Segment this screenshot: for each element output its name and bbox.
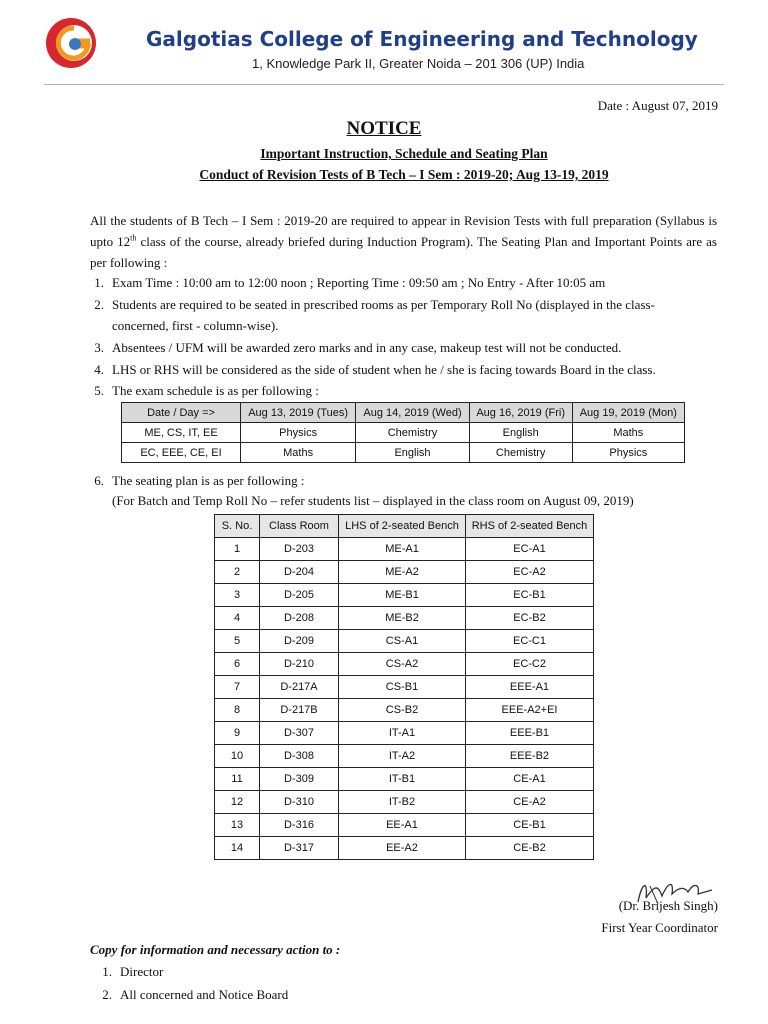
point-1: 1. Exam Time : 10:00 am to 12:00 noon ; Reporting Time : 09:50 am ; No Entry - After 10:05 am xyxy=(94,275,606,290)
table-cell: CS-B2 xyxy=(339,699,466,722)
table-cell: EC-A2 xyxy=(466,561,594,584)
intro-paragraph: All the students of B Tech – I Sem : 2019-20 are required to appear in Revision Tests with full preparation (Syllabus is upto 12th class of the course, already briefed during Induction Program). The Seating Plan and Important Points are as per following : xyxy=(90,213,717,270)
table-cell: 2 xyxy=(215,561,260,584)
table-cell: 7 xyxy=(215,676,260,699)
table-cell: 1 xyxy=(215,538,260,561)
table-cell: 3 xyxy=(215,584,260,607)
table-row xyxy=(215,538,594,561)
table-cell: ME-A1 xyxy=(339,538,466,561)
table-row xyxy=(215,791,594,814)
table-row xyxy=(122,443,685,463)
table-header-cell: Aug 19, 2019 (Mon) xyxy=(572,403,684,423)
table-cell: CE-A1 xyxy=(466,768,594,791)
table-cell: 6 xyxy=(215,653,260,676)
table-row xyxy=(215,814,594,837)
table-cell: EC-B1 xyxy=(466,584,594,607)
table-row xyxy=(215,768,594,791)
table-header-cell: S. No. xyxy=(215,515,260,538)
table-cell: 4 xyxy=(215,607,260,630)
table-cell: EC, EEE, CE, EI xyxy=(122,443,241,463)
signatory-designation: First Year Coordinator xyxy=(601,920,718,935)
table-cell: D-204 xyxy=(260,561,339,584)
college-address: 1, Knowledge Park II, Greater Noida – 201 306 (UP) India xyxy=(252,56,585,71)
table-cell: D-205 xyxy=(260,584,339,607)
exam-schedule-header-row xyxy=(122,403,685,423)
table-header-cell: Aug 16, 2019 (Fri) xyxy=(469,403,572,423)
table-cell: EE-A2 xyxy=(339,837,466,860)
table-cell: EC-B2 xyxy=(466,607,594,630)
seating-plan-header-row xyxy=(215,515,594,538)
seating-plan-table xyxy=(214,514,594,860)
table-cell: 5 xyxy=(215,630,260,653)
notice-date: Date : August 07, 2019 xyxy=(597,98,718,113)
table-header-cell: Aug 13, 2019 (Tues) xyxy=(241,403,356,423)
table-cell: ME-B2 xyxy=(339,607,466,630)
point-4: 4. LHS or RHS will be considered as the side of student when he / she is facing towards Board in the class. xyxy=(94,362,656,377)
notice-subtitle: Important Instruction, Schedule and Seating Plan xyxy=(260,146,548,161)
point-5: 5. The exam schedule is as per following : xyxy=(94,383,319,398)
header-divider xyxy=(44,84,724,85)
table-cell: CS-A1 xyxy=(339,630,466,653)
table-cell: D-317 xyxy=(260,837,339,860)
table-cell: D-209 xyxy=(260,630,339,653)
copy-to-heading: Copy for information and necessary action to : xyxy=(90,942,341,957)
table-cell: EC-C1 xyxy=(466,630,594,653)
table-cell: D-217B xyxy=(260,699,339,722)
table-cell: D-210 xyxy=(260,653,339,676)
table-cell: 8 xyxy=(215,699,260,722)
table-cell: Maths xyxy=(241,443,356,463)
table-cell: English xyxy=(356,443,469,463)
table-cell: EE-A1 xyxy=(339,814,466,837)
table-cell: 13 xyxy=(215,814,260,837)
table-cell: EEE-A1 xyxy=(466,676,594,699)
table-row xyxy=(215,837,594,860)
table-header-cell: Class Room xyxy=(260,515,339,538)
table-row xyxy=(215,699,594,722)
table-cell: 14 xyxy=(215,837,260,860)
table-cell: CE-B2 xyxy=(466,837,594,860)
notice-title: NOTICE xyxy=(346,118,422,139)
college-name: Galgotias College of Engineering and Technology xyxy=(146,27,698,51)
table-cell: IT-A1 xyxy=(339,722,466,745)
table-cell: D-308 xyxy=(260,745,339,768)
table-cell: Physics xyxy=(572,443,684,463)
table-cell: D-309 xyxy=(260,768,339,791)
table-cell: 11 xyxy=(215,768,260,791)
table-cell: D-307 xyxy=(260,722,339,745)
point-2: 2. Students are required to be seated in prescribed rooms as per Temporary Roll No (displayed in the class- concerned, first - column-wise). xyxy=(94,297,655,333)
table-cell: D-203 xyxy=(260,538,339,561)
table-header-cell: RHS of 2-seated Bench xyxy=(466,515,594,538)
table-cell: EEE-B1 xyxy=(466,722,594,745)
table-cell: 10 xyxy=(215,745,260,768)
point-6: 6. The seating plan is as per following : (For Batch and Temp Roll No – refer students list – displayed in the class room on August 09, 2019) xyxy=(94,473,634,508)
table-cell: Chemistry xyxy=(356,423,469,443)
table-cell: ME, CS, IT, EE xyxy=(122,423,241,443)
table-row xyxy=(215,722,594,745)
table-cell: EEE-A2+EI xyxy=(466,699,594,722)
copy-to-item: 1. Director xyxy=(102,964,164,979)
copy-to-item: 2. All concerned and Notice Board xyxy=(102,987,289,1002)
table-cell: IT-A2 xyxy=(339,745,466,768)
table-cell: CE-B1 xyxy=(466,814,594,837)
signatory-name: (Dr. Brijesh Singh) xyxy=(618,898,718,913)
table-row xyxy=(215,653,594,676)
table-cell: CS-A2 xyxy=(339,653,466,676)
college-logo-icon xyxy=(44,16,98,70)
table-cell: D-310 xyxy=(260,791,339,814)
table-row xyxy=(215,676,594,699)
table-cell: CS-B1 xyxy=(339,676,466,699)
table-cell: Maths xyxy=(572,423,684,443)
table-cell: 9 xyxy=(215,722,260,745)
table-cell: Physics xyxy=(241,423,356,443)
point-3: 3. Absentees / UFM will be awarded zero marks and in any case, makeup test will not be conducted. xyxy=(94,340,622,355)
table-row xyxy=(215,584,594,607)
table-cell: EC-C2 xyxy=(466,653,594,676)
table-cell: Chemistry xyxy=(469,443,572,463)
table-cell: CE-A2 xyxy=(466,791,594,814)
table-header-cell: Date / Day => xyxy=(122,403,241,423)
table-row xyxy=(215,561,594,584)
table-cell: D-316 xyxy=(260,814,339,837)
table-row xyxy=(122,423,685,443)
exam-schedule-table xyxy=(121,402,685,463)
table-cell: D-217A xyxy=(260,676,339,699)
table-header-cell: LHS of 2-seated Bench xyxy=(339,515,466,538)
notice-subject: Conduct of Revision Tests of B Tech – I Sem : 2019-20; Aug 13-19, 2019 xyxy=(199,167,609,182)
table-cell: IT-B1 xyxy=(339,768,466,791)
table-cell: ME-B1 xyxy=(339,584,466,607)
table-cell: EEE-B2 xyxy=(466,745,594,768)
table-row xyxy=(215,607,594,630)
table-cell: 12 xyxy=(215,791,260,814)
table-cell: ME-A2 xyxy=(339,561,466,584)
table-row xyxy=(215,630,594,653)
table-row xyxy=(215,745,594,768)
table-cell: English xyxy=(469,423,572,443)
table-header-cell: Aug 14, 2019 (Wed) xyxy=(356,403,469,423)
table-cell: IT-B2 xyxy=(339,791,466,814)
table-cell: EC-A1 xyxy=(466,538,594,561)
table-cell: D-208 xyxy=(260,607,339,630)
